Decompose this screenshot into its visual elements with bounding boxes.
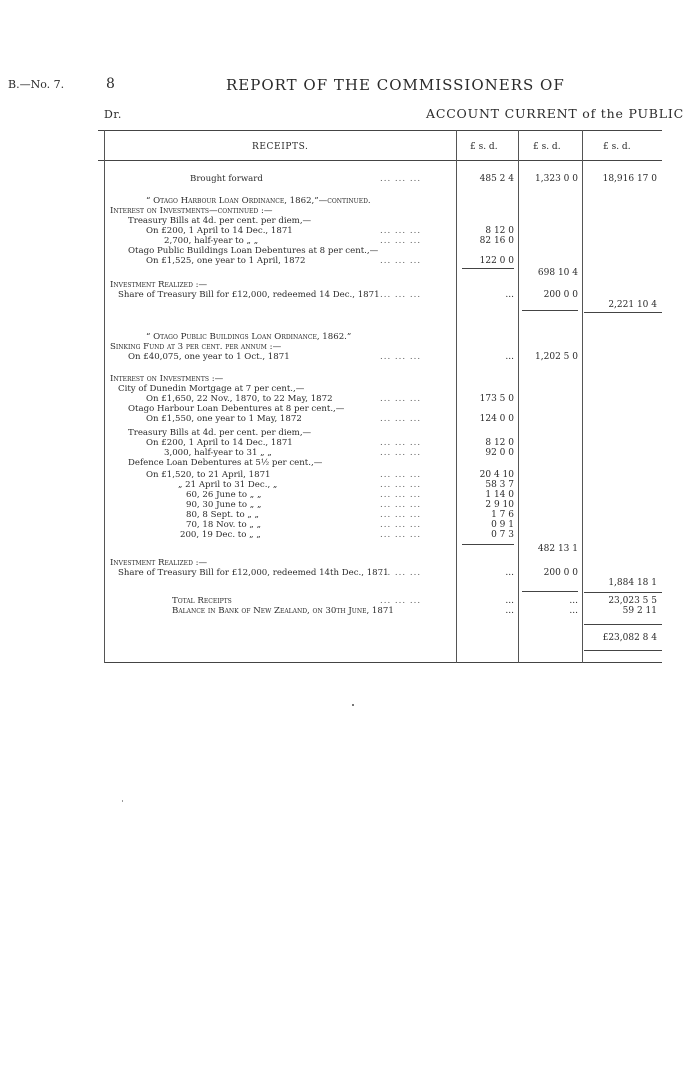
report-reference: B.—No. 7. — [8, 78, 65, 91]
amount-n1: 20 4 10 — [479, 470, 514, 480]
table-top-rule — [98, 130, 662, 131]
line-text: Treasury Bills at 4d. per cent. per diem,— — [128, 428, 312, 438]
line-text: On £1,650, 22 Nov., 1870, to 22 May, 1872 — [146, 394, 333, 404]
line-text: Defence Loan Debentures at 5½ per cent.,— — [128, 458, 323, 468]
line-text: On £200, 1 April to 14 Dec., 1871 — [146, 226, 293, 236]
leader-dots: ... ... ... — [380, 290, 422, 300]
line-text: On £1,525, one year to 1 April, 1872 — [146, 256, 306, 266]
amount-n1: 124 0 0 — [479, 414, 514, 424]
amount-n1: ... — [505, 606, 514, 616]
amount-n1: 122 0 0 — [479, 256, 514, 266]
line-text: Investment Realized :— — [110, 280, 208, 290]
line-text: Treasury Bills at 4d. per cent. per diem,— — [128, 216, 312, 226]
leader-dots: ... ... ... — [380, 500, 422, 510]
amount-n1: ... — [505, 596, 514, 606]
leader-dots: ... ... ... — [380, 596, 422, 606]
leader-dots: ... ... ... — [380, 490, 422, 500]
scan-speck — [352, 704, 354, 706]
amount-n2: 1,202 5 0 — [535, 352, 578, 362]
line-text: City of Dunedin Mortgage at 7 per cent.,— — [118, 384, 305, 394]
line-text: Interest on Investments :— — [110, 374, 224, 384]
col-divider-1 — [456, 130, 457, 663]
leader-dots: ... ... ... — [380, 226, 422, 236]
line-text: Balance in Bank of New Zealand, on 30th June, 1871 — [172, 606, 394, 616]
subtotal-amount: £23,082 8 4 — [602, 633, 657, 643]
line-text: 70, 18 Nov. to „ „ — [186, 520, 262, 530]
scan-speck — [122, 800, 123, 802]
leader-dots: ... ... ... — [380, 510, 422, 520]
amount-n1: 92 0 0 — [485, 448, 514, 458]
amount-n1: 0 7 3 — [491, 530, 514, 540]
leader-dots: ... ... ... — [380, 256, 422, 266]
subtotal-rule — [584, 312, 662, 313]
leader-dots: ... ... ... — [380, 236, 422, 246]
amount-n2: 1,323 0 0 — [535, 174, 578, 184]
subtotal-rule — [462, 544, 514, 545]
col1-heading: £ s. d. — [470, 142, 498, 152]
amount-n1: ... — [505, 352, 514, 362]
amount-n2: 200 0 0 — [543, 290, 578, 300]
line-text: Brought forward — [190, 174, 263, 184]
col3-heading: £ s. d. — [603, 142, 631, 152]
subtotal-amount: 1,884 18 1 — [608, 578, 657, 588]
line-text: Otago Public Buildings Loan Debentures at 8 per cent.,— — [128, 246, 379, 256]
line-text: 200, 19 Dec. to „ „ — [180, 530, 261, 540]
leader-dots: ... ... ... — [380, 448, 422, 458]
amount-n1: 58 3 7 — [485, 480, 514, 490]
leader-dots: ... ... ... — [380, 520, 422, 530]
leader-dots: ... ... ... — [380, 568, 422, 578]
amount-n3: 59 2 11 — [622, 606, 657, 616]
line-text: “ Otago Harbour Loan Ordinance, 1862,”—continued. — [146, 196, 371, 206]
leader-dots: ... ... ... — [380, 438, 422, 448]
subtotal-rule — [584, 592, 662, 593]
leader-dots: ... ... ... — [380, 480, 422, 490]
amount-n3: 23,023 5 5 — [608, 596, 657, 606]
leader-dots: ... ... ... — [380, 174, 422, 184]
amount-n2: ... — [569, 606, 578, 616]
line-text: Investment Realized :— — [110, 558, 208, 568]
amount-n1: 485 2 4 — [479, 174, 514, 184]
col2-heading: £ s. d. — [533, 142, 561, 152]
amount-n1: 82 16 0 — [479, 236, 514, 246]
line-text: 60, 26 June to „ „ — [186, 490, 262, 500]
leader-dots: ... ... ... — [380, 530, 422, 540]
page-number: 8 — [106, 76, 115, 92]
line-text: „ 21 April to 31 Dec., „ — [178, 480, 278, 490]
amount-n1: 8 12 0 — [485, 438, 514, 448]
amount-n1: 0 9 1 — [491, 520, 514, 530]
leader-dots: ... ... ... — [380, 394, 422, 404]
table-left-rule — [104, 130, 105, 663]
amount-n2: ... — [569, 596, 578, 606]
leader-dots: ... ... ... — [380, 414, 422, 424]
amount-n2: 200 0 0 — [543, 568, 578, 578]
subtotal-rule — [462, 268, 514, 269]
subtotal-amount: 698 10 4 — [537, 268, 578, 278]
subtotal-amount: 2,221 10 4 — [608, 300, 657, 310]
amount-n1: 2 9 10 — [485, 500, 514, 510]
line-text: On £40,075, one year to 1 Oct., 1871 — [128, 352, 290, 362]
account-title: ACCOUNT CURRENT of the PUBLIC — [426, 106, 684, 121]
line-text: On £1,550, one year to 1 May, 1872 — [146, 414, 302, 424]
amount-n1: 8 12 0 — [485, 226, 514, 236]
page-title: REPORT OF THE COMMISSIONERS OF — [226, 76, 565, 94]
leader-dots: ... ... ... — [380, 470, 422, 480]
line-text: “ Otago Public Buildings Loan Ordinance, 1862.” — [146, 332, 352, 342]
amount-n1: ... — [505, 290, 514, 300]
col-divider-3 — [582, 130, 583, 663]
amount-n1: ... — [505, 568, 514, 578]
line-text: Share of Treasury Bill for £12,000, redeemed 14 Dec., 1871 — [118, 290, 380, 300]
line-text: 90, 30 June to „ „ — [186, 500, 262, 510]
header-bottom-rule — [98, 160, 662, 161]
amount-n1: 1 7 6 — [491, 510, 514, 520]
line-text: Total Receipts — [172, 596, 232, 606]
subtotal-rule — [522, 591, 578, 592]
line-text: Otago Harbour Loan Debentures at 8 per cent.,— — [128, 404, 345, 414]
line-text: Interest on Investments—continued :— — [110, 206, 273, 216]
line-text: On £1,520, to 21 April, 1871 — [146, 470, 271, 480]
line-text: 2,700, half-year to „ „ — [164, 236, 259, 246]
line-text: Sinking Fund at 3 per cent. per annum :— — [110, 342, 282, 352]
amount-n1: 173 5 0 — [479, 394, 514, 404]
debit-label: Dr. — [104, 108, 122, 121]
total-rule — [584, 650, 662, 651]
line-text: 80, 8 Sept. to „ „ — [186, 510, 259, 520]
amount-n3: 18,916 17 0 — [602, 174, 657, 184]
leader-dots: ... ... ... — [380, 352, 422, 362]
subtotal-rule — [522, 310, 578, 311]
col-divider-2 — [518, 130, 519, 663]
line-text: 3,000, half-year to 31 „ „ — [164, 448, 272, 458]
table-bottom-rule — [104, 662, 662, 663]
receipts-heading: RECEIPTS. — [252, 142, 309, 152]
line-text: Share of Treasury Bill for £12,000, redeemed 14th Dec., 1871 — [118, 568, 389, 578]
total-rule — [584, 624, 662, 625]
line-text: On £200, 1 April to 14 Dec., 1871 — [146, 438, 293, 448]
subtotal-amount: 482 13 1 — [537, 544, 578, 554]
amount-n1: 1 14 0 — [485, 490, 514, 500]
